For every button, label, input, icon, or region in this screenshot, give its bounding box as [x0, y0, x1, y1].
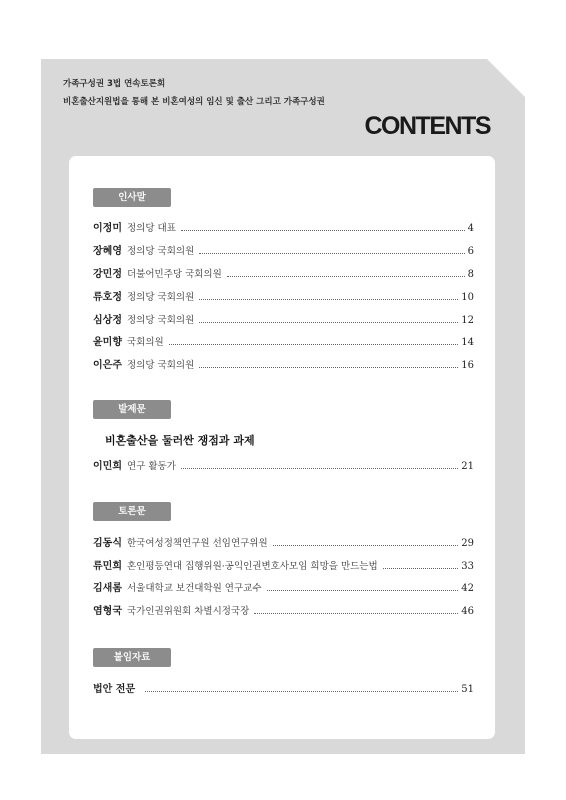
toc-entry[interactable]	[93, 355, 474, 371]
toc-leader	[199, 367, 458, 368]
toc-page: 51	[461, 684, 474, 695]
toc-leader	[199, 322, 458, 323]
toc-leader	[181, 468, 458, 469]
toc-name: 김동식	[93, 538, 122, 549]
presentation-title: 비혼출산을 둘러싼 쟁점과 과제	[105, 434, 255, 447]
toc-page: 6	[467, 246, 474, 257]
toc-role: 혼인평등연대 집행위원·공익인권변호사모임 희망을 만드는법	[126, 561, 378, 572]
toc-role: 정의당 국회의원	[126, 360, 195, 371]
event-subtitle: 비혼출산지원법을 통해 본 비혼여성의 임신 및 출산 그리고 가족구성권	[63, 97, 325, 107]
toc-name: 심상정	[93, 315, 122, 326]
toc-name: 류호정	[93, 292, 122, 303]
toc-entry[interactable]	[93, 310, 474, 326]
toc-page: 42	[461, 583, 474, 594]
toc-role: 더불어민주당 국회의원	[126, 269, 222, 280]
toc-page: 21	[461, 461, 474, 472]
section-label-discussion: 토론문	[93, 502, 171, 521]
toc-leader	[181, 230, 465, 231]
toc-role: 정의당 국회의원	[126, 246, 195, 257]
toc-entry[interactable]	[93, 601, 474, 617]
toc-leader	[199, 299, 458, 300]
toc-page: 16	[461, 360, 474, 371]
toc-entry[interactable]	[93, 456, 474, 472]
toc-page: 29	[461, 538, 474, 549]
toc-name: 윤미향	[93, 337, 122, 348]
section-label-presentation: 발제문	[93, 400, 171, 419]
toc-name: 법안 전문	[93, 684, 136, 695]
event-series-title: 가족구성권 3법 연속토론회	[63, 79, 166, 89]
section-label-greetings: 인사말	[93, 188, 171, 207]
toc-page: 10	[461, 292, 474, 303]
toc-name: 강민정	[93, 269, 122, 280]
toc-name: 김새롬	[93, 583, 122, 594]
toc-role: 정의당 국회의원	[126, 315, 195, 326]
toc-leader	[254, 613, 458, 614]
toc-name: 이정미	[93, 223, 122, 234]
toc-role: 국가인권위원회 차별시정국장	[126, 606, 250, 617]
toc-role: 정의당 대표	[126, 223, 176, 234]
toc-role: 한국여성정책연구원 선임연구위원	[126, 538, 268, 549]
toc-role: 연구 활동가	[126, 461, 176, 472]
toc-name: 이은주	[93, 360, 122, 371]
contents-heading: CONTENTS	[364, 112, 490, 140]
toc-leader	[145, 691, 458, 692]
toc-entry[interactable]	[93, 533, 474, 549]
toc-leader	[169, 344, 459, 345]
toc-page: 14	[461, 337, 474, 348]
toc-entry[interactable]	[93, 556, 474, 572]
toc-leader	[273, 545, 459, 546]
toc-entry[interactable]	[93, 241, 474, 257]
toc-page: 8	[467, 269, 474, 280]
toc-entry[interactable]	[93, 264, 474, 280]
toc-role: 정의당 국회의원	[126, 292, 195, 303]
toc-entry[interactable]	[93, 287, 474, 303]
toc-leader	[383, 568, 459, 569]
toc-role: 서울대학교 보건대학원 연구교수	[126, 583, 262, 594]
toc-leader	[227, 276, 465, 277]
toc-role: 국회의원	[126, 337, 164, 348]
toc-entry[interactable]	[93, 218, 474, 234]
toc-name: 이민희	[93, 461, 122, 472]
toc-name: 장혜영	[93, 246, 122, 257]
toc-entry[interactable]	[93, 332, 474, 348]
toc-name: 류민희	[93, 561, 122, 572]
toc-name: 염형국	[93, 606, 122, 617]
toc-entry[interactable]	[93, 578, 474, 594]
toc-page: 33	[461, 561, 474, 572]
toc-leader	[199, 253, 464, 254]
toc-entry[interactable]	[93, 679, 474, 695]
section-label-appendix: 붙임자료	[93, 648, 171, 667]
toc-page: 46	[461, 606, 474, 617]
toc-leader	[267, 590, 459, 591]
toc-page: 4	[467, 223, 474, 234]
toc-page: 12	[461, 315, 474, 326]
